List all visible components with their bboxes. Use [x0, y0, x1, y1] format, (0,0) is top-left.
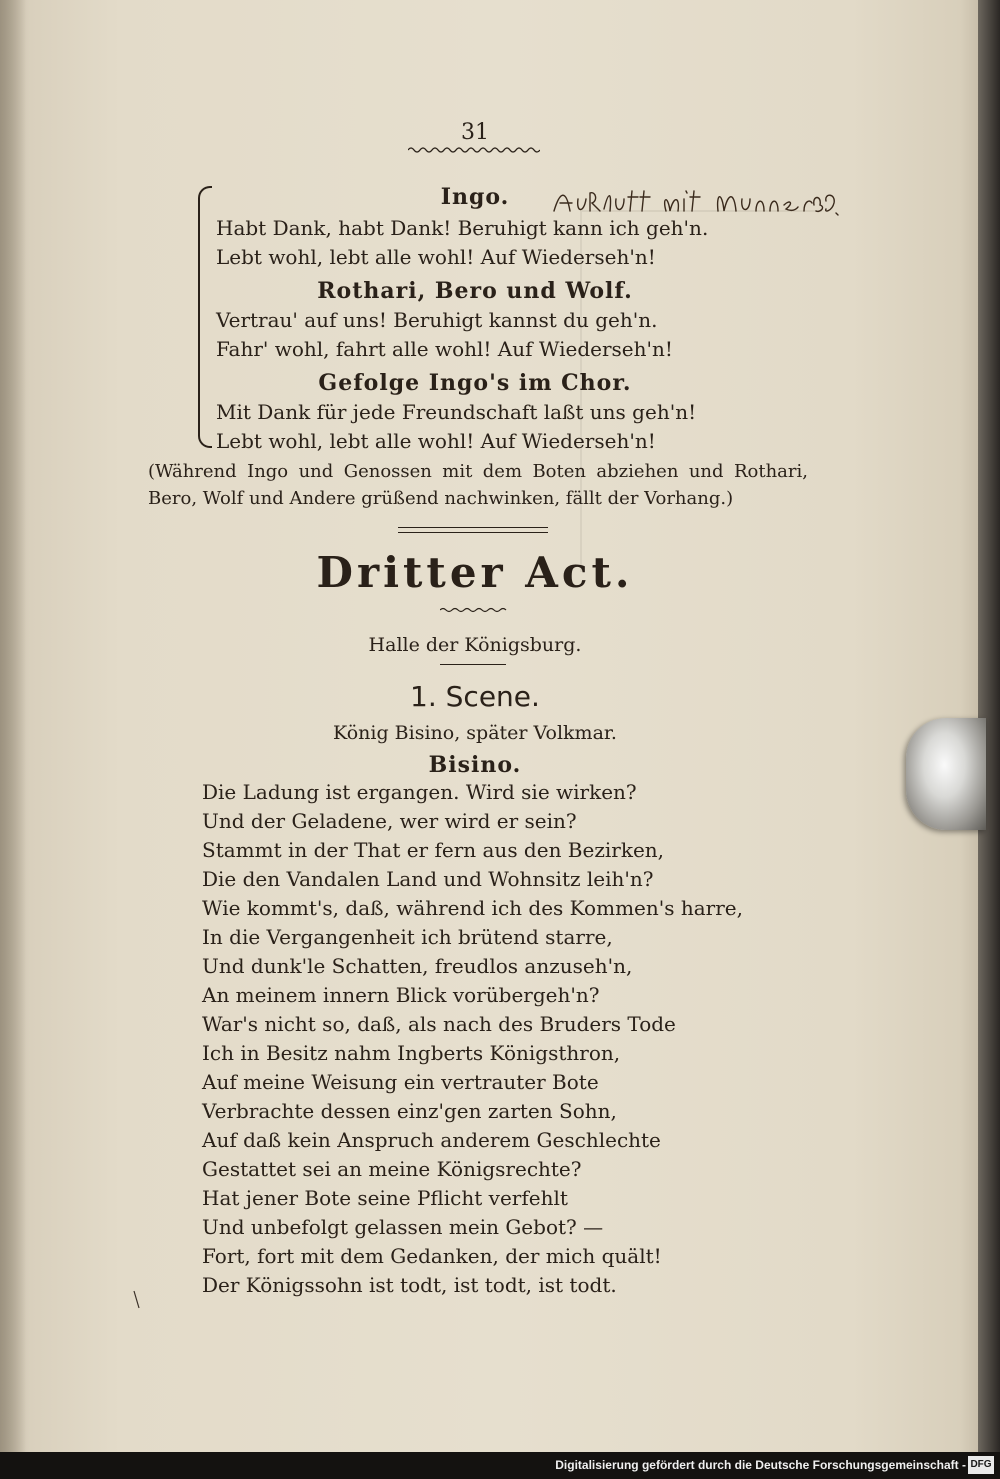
verse-line: Habt Dank, habt Dank! Beruhigt kann ich geh'n. [216, 216, 709, 240]
verse-line: Lebt wohl, lebt alle wohl! Auf Wiederseh'n! [216, 429, 656, 453]
stage-direction: (Während Ingo und Genossen mit dem Boten abziehen und Rothari, Bero, Wolf und Andere grüßend nachwinken, fällt der Vorhang.) [148, 461, 808, 509]
scene-title: 1. Scene. [410, 680, 540, 713]
verse-line: Die Ladung ist ergangen. Wird sie wirken? [202, 780, 637, 804]
scene-setting: Halle der Königsburg. [368, 634, 582, 656]
act-title: Dritter Act. [316, 548, 634, 597]
verse-line: Lebt wohl, lebt alle wohl! Auf Wiederseh'n! [216, 245, 656, 269]
scene-characters: König Bisino, später Volkmar. [333, 722, 617, 744]
verse-line: Der Königssohn ist todt, ist todt, ist todt. [202, 1273, 617, 1297]
verse-line: Fahr' wohl, fahrt alle wohl! Auf Wiederseh'n! [216, 337, 673, 361]
short-rule [440, 664, 506, 665]
verse-line: Ich in Besitz nahm Ingberts Königsthron, [202, 1041, 621, 1065]
verse-line: Gestattet sei an meine Königsrechte? [202, 1157, 582, 1181]
digitization-credit: Digitalisierung gefördert durch die Deutsche Forschungsgemeinschaft - [555, 1458, 966, 1472]
verse-line: Fort, fort mit dem Gedanken, der mich quält! [202, 1244, 662, 1268]
pencil-mark [132, 1290, 142, 1310]
page-clip [906, 718, 986, 830]
double-rule-bottom [398, 532, 548, 533]
bisino-monologue [202, 778, 743, 1300]
speaker-bisino: Bisino. [428, 752, 522, 778]
verse-line: An meinem innern Blick vorübergeh'n? [202, 983, 600, 1007]
verse-line: In die Vergangenheit ich brütend starre, [202, 925, 613, 949]
verse-line: Vertrau' auf uns! Beruhigt kannst du geh'n. [216, 308, 658, 332]
verse-line: Auf daß kein Anspruch anderem Geschlechte [202, 1128, 661, 1152]
verse-line: Und dunk'le Schatten, freudlos anzuseh'n, [202, 954, 633, 978]
verse-line: Stammt in der That er fern aus den Bezirken, [202, 838, 665, 862]
verse-line: Mit Dank für jede Freundschaft laßt uns geh'n! [216, 400, 697, 424]
ornament-squiggle [440, 606, 508, 614]
verse-line: Hat jener Bote seine Pflicht verfehlt [202, 1186, 568, 1210]
page-number: 31 [461, 120, 489, 145]
verse-bracket [198, 186, 212, 448]
verse-line: Auf meine Weisung ein vertrauter Bote [202, 1070, 599, 1094]
speaker-gefolge-chor: Gefolge Ingo's im Chor. [318, 370, 632, 396]
verse-line: Und unbefolgt gelassen mein Gebot? — [202, 1215, 604, 1239]
verse-line: Und der Geladene, wer wird er sein? [202, 809, 577, 833]
verse-line: Wie kommt's, daß, während ich des Kommen's harre, [202, 896, 743, 920]
speaker-rothari-bero-wolf: Rothari, Bero und Wolf. [317, 278, 633, 304]
speaker-ingo: Ingo. [440, 184, 510, 210]
verse-line: Verbrachte dessen einz'gen zarten Sohn, [202, 1099, 617, 1123]
verse-line: Die den Vandalen Land und Wohnsitz leih'n? [202, 867, 654, 891]
double-rule-top [398, 527, 548, 528]
dfg-logo: DFG [968, 1456, 994, 1474]
verse-line: War's nicht so, daß, als nach des Bruders Tode [202, 1012, 676, 1036]
ornament-squiggle [408, 145, 540, 155]
